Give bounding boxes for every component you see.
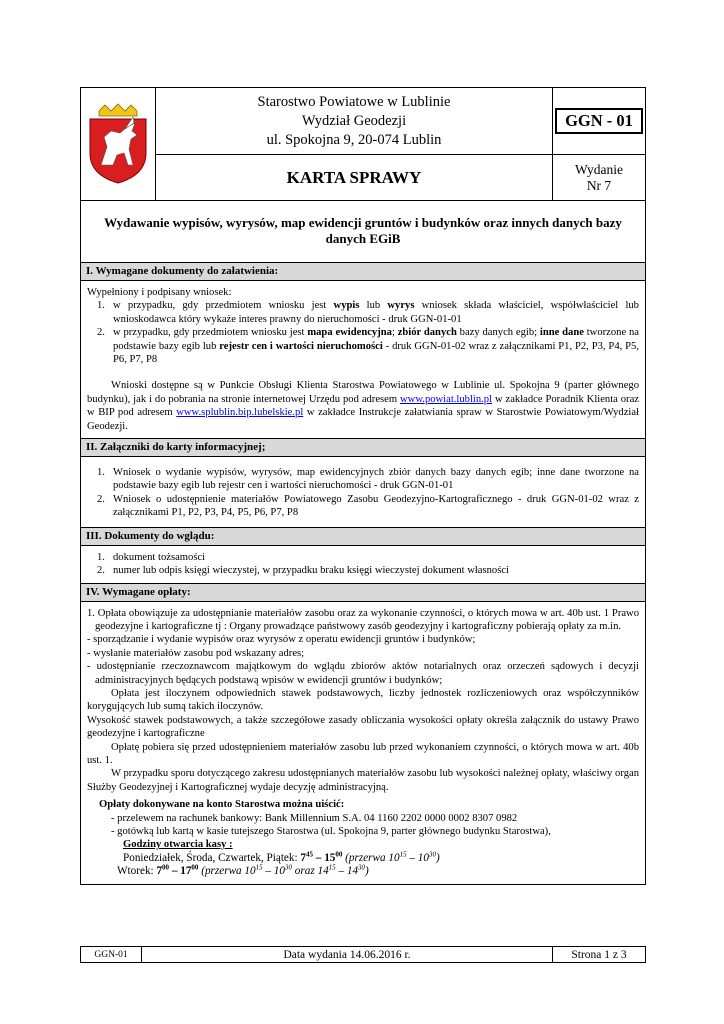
fees-para-formula: Opłata jest iloczynem odpowiednich stawek podstawowych, liczby jednostek rozliczeniowych oraz współczynników korygujących lub sumą takich iloczynów.	[87, 687, 639, 713]
list-item: 1. dokument tożsamości	[97, 551, 206, 563]
fees-para-collection: Opłatę pobiera się przed udostępnieniem materiałów zasobu lub przed wykonaniem czynności, o których mowa w art. 40b ust. 1.	[87, 741, 639, 766]
edition-label: Wydanie	[575, 161, 623, 177]
section-body-fees	[81, 602, 645, 884]
footer-page-number: Strona 1 z 3	[571, 948, 627, 961]
list-item: 1. w przypadku, gdy przedmiotem wniosku jest wypis lub wyrys wniosek składa właściciel, współwłaściciel lub wnioskodawca który wykaże interes prawny do nieruchomości - druk GGN-01-01	[97, 300, 639, 325]
section-body-attachments	[81, 457, 645, 528]
doc-type: KARTA SPRAWY	[286, 167, 422, 187]
document-frame	[80, 87, 646, 885]
footer-code: GGN-01	[81, 947, 142, 962]
page-footer	[80, 946, 646, 963]
edition-number: Nr 7	[586, 177, 612, 193]
cash-hours-weekdays: Poniedziałek, Środa, Czwartek, Piątek: $7^{45} - 15^{00}$ (przerwa $10^{15} - 10^{30}$)	[123, 850, 440, 864]
fees-bullet-3: - udostępnianie rzeczoznawcom majątkowym do wglądu zbiorów aktów notarialnych oraz orzeczeń sądowych i decyzji administracyjnych będących podstawą wpisów w ewidencji gruntów i budynków;	[87, 661, 639, 686]
section-body-view-docs	[81, 546, 645, 584]
section-body-required-docs	[81, 281, 645, 439]
office-address-block	[156, 88, 552, 155]
document-code: GGN - 01	[555, 108, 643, 134]
bip-website-link[interactable]: www.splublin.bip.lubelskie.pl	[176, 407, 304, 419]
payment-cash: - gotówką lub kartą w kasie tutejszego Starostwa (ul. Spokojna 9, parter głównego budynku Starostwa),	[111, 826, 551, 837]
edition-cell	[553, 155, 645, 200]
header-right	[553, 88, 645, 200]
list-item: 2. numer lub odpis księgi wieczystej, w przypadku braku księgi wieczystej dokument własności	[97, 565, 509, 577]
footer-issue-date: Data wydania 14.06.2016 r.	[142, 947, 553, 962]
coat-of-arms-icon	[87, 103, 149, 185]
section1-intro: Wypełniony i podpisany wniosek:	[87, 287, 232, 298]
list-item: 2. Wniosek o udostępnienie materiałów Powiatowego Zasobu Geodezyjno-Kartograficznego - druk GGN-01-02 wraz z załącznikami P1, P2, P3, P4, P5, P6, P7, P8	[97, 493, 639, 519]
powiat-website-link[interactable]: www.powiat.lublin.pl	[400, 393, 493, 405]
cash-hours-heading: Godziny otwarcia kasy :	[123, 839, 233, 851]
office-name: Starostwo Powiatowe w Lublinie	[257, 93, 451, 110]
coat-of-arms-logo	[81, 88, 156, 200]
forms-availability-text: Wnioski dostępne są w Punkcie Obsługi Klienta Starostwa Powiatowego w Lublinie ul. Spokojna 9 (parter głównego budynku), jak i do pobrania na stronie internetowej Urzędu pod adresem www.powiat.lublin.pl w zakładce Poradnik Klienta oraz w BIP pod adresem www.splublin.bip.lubelskie.pl w zakładce Instrukcje załatwiania spraw w Starostwie Powiatowym/Wydział Geodezji.	[87, 380, 639, 432]
code-cell	[553, 88, 645, 155]
list-item: 1. Wniosek o wydanie wypisów, wyrysów, map ewidencyjnych zbiór danych bazy danych egib; inne dane tworzone na podstawie bazy egib lub rejestr cen i wartości nieruchomości - druk GGN-01-01	[97, 467, 639, 492]
section-heading-attachments: II. Załączniki do karty informacyjnej;	[81, 439, 645, 457]
payment-heading: Opłaty dokonywane na konto Starostwa można uiścić:	[99, 799, 345, 811]
fees-para-dispute: W przypadku sporu dotyczącego zakresu udostępnianych materiałów zasobu lub wysokości należnej opłaty, właściwy organ Służby Geodezyjnej i Kartograficznej wydaje decyzję administracyjną.	[87, 768, 639, 793]
payment-bank-transfer: - przelewem na rachunek bankowy: Bank Millennium S.A. 04 1160 2202 0000 0002 8307 0982	[111, 812, 518, 824]
section-heading-required-docs: I. Wymagane dokumenty do załatwienia:	[81, 263, 645, 281]
fees-bullet-2: - wysłanie materiałów zasobu pod wskazany adres;	[87, 647, 305, 659]
section-heading-fees: IV. Wymagane opłaty:	[81, 584, 645, 602]
fees-para-1: 1. Opłata obowiązuje za udostępnianie materiałów zasobu oraz za wykonanie czynności, o których mowa w art. 40b ust. 1 Prawo geodezyjne i kartograficzne tj : Organy prowadzące państwowy zasób geodezyjny i kartograficzny pobierają opłaty za m.in.	[87, 607, 639, 632]
fees-para-rates: Wysokość stawek podstawowych, a także szczegółowe zasady obliczania wysokości opłaty określa załącznik do ustawy Prawo geodezyjne i kartograficzne	[87, 714, 639, 740]
cash-hours-tuesday: Wtorek: $7^{00} - 17^{00}$ (przerwa $10^{15} - 10^{30}$ oraz $14^{15} - 14^{30}$)	[117, 863, 369, 878]
department-name: Wydział Geodezji	[301, 112, 407, 129]
document-title: Wydawanie wypisów, wyrysów, map ewidencji gruntów i budynków oraz innych danych bazy danych EGiB	[81, 201, 645, 263]
fees-bullet-1: - sporządzanie i wydanie wypisów oraz wyrysów z operatu ewidencji gruntów i budynków;	[87, 634, 476, 646]
document-header	[81, 88, 645, 201]
section-heading-view-docs: III. Dokumenty do wglądu:	[81, 528, 645, 546]
header-center	[156, 88, 553, 200]
office-address: ul. Spokojna 9, 20-074 Lublin	[266, 131, 442, 148]
list-item: 2. w przypadku, gdy przedmiotem wniosku jest mapa ewidencyjna; zbiór danych bazy danych egib; inne dane tworzone na podstawie bazy egib lub rejestr cen i wartości nieruchomości - druk GGN-01-02 wraz z załącznikami P1, P2, P3, P4, P5, P6, P7, P8	[97, 327, 639, 366]
